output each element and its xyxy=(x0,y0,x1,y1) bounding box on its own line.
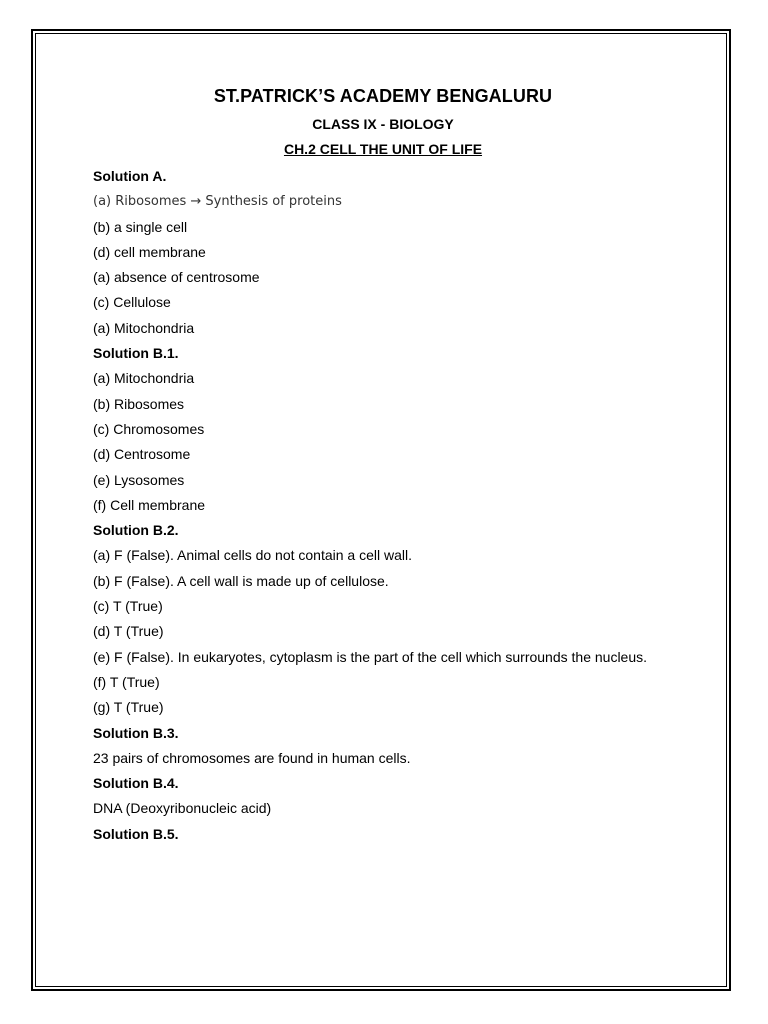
answer-item: (a) absence of centrosome xyxy=(93,269,260,286)
answer-item: (d) T (True) xyxy=(93,623,164,640)
answer-item: (f) T (True) xyxy=(93,673,160,690)
answer-item: (b) F (False). A cell wall is made up of cellulose. xyxy=(93,572,389,589)
answer-item: (e) F (False). In eukaryotes, cytoplasm is the part of the cell which surrounds the nucleus. xyxy=(93,648,648,665)
answer-item: (a) Ribosomes → Synthesis of proteins xyxy=(93,194,342,210)
section-heading: Solution B.3. xyxy=(93,724,179,741)
answer-item: (a) Mitochondria xyxy=(93,319,195,336)
section-heading: Solution B.4. xyxy=(93,775,179,792)
class-subject-line: CLASS IX - BIOLOGY xyxy=(312,116,454,132)
answer-item: (a) Mitochondria xyxy=(93,370,195,387)
section-solution-b4 xyxy=(93,771,673,822)
answer-item: (c) T (True) xyxy=(93,598,163,615)
section-solution-b1 xyxy=(93,341,673,518)
answer-item: DNA (Deoxyribonucleic acid) xyxy=(93,800,272,817)
section-solution-b2 xyxy=(93,518,673,720)
answer-item: (f) Cell membrane xyxy=(93,496,206,513)
section-heading: Solution A. xyxy=(93,168,167,184)
document-body xyxy=(93,84,673,847)
section-heading: Solution B.2. xyxy=(93,522,179,539)
answer-item: (d) Centrosome xyxy=(93,446,191,463)
answer-item: (a) F (False). Animal cells do not contain a cell wall. xyxy=(93,547,413,564)
answer-item: (b) a single cell xyxy=(93,218,188,235)
section-solution-b5 xyxy=(93,822,673,847)
answer-item: (c) Cellulose xyxy=(93,294,171,311)
answer-item: (b) Ribosomes xyxy=(93,395,185,412)
chapter-title: CH.2 CELL THE UNIT OF LIFE xyxy=(283,141,483,157)
section-heading: Solution B.1. xyxy=(93,345,179,362)
section-heading: Solution B.5. xyxy=(93,825,179,842)
section-solution-a xyxy=(93,164,673,341)
answer-item: (g) T (True) xyxy=(93,699,164,716)
answer-item: (e) Lysosomes xyxy=(93,471,185,488)
answer-item: (d) cell membrane xyxy=(93,243,206,260)
answer-item: 23 pairs of chromosomes are found in human cells. xyxy=(93,749,411,766)
section-solution-b3 xyxy=(93,721,673,772)
answer-item: (c) Chromosomes xyxy=(93,420,205,437)
school-title: ST.PATRICK’S ACADEMY BENGALURU xyxy=(213,86,553,106)
